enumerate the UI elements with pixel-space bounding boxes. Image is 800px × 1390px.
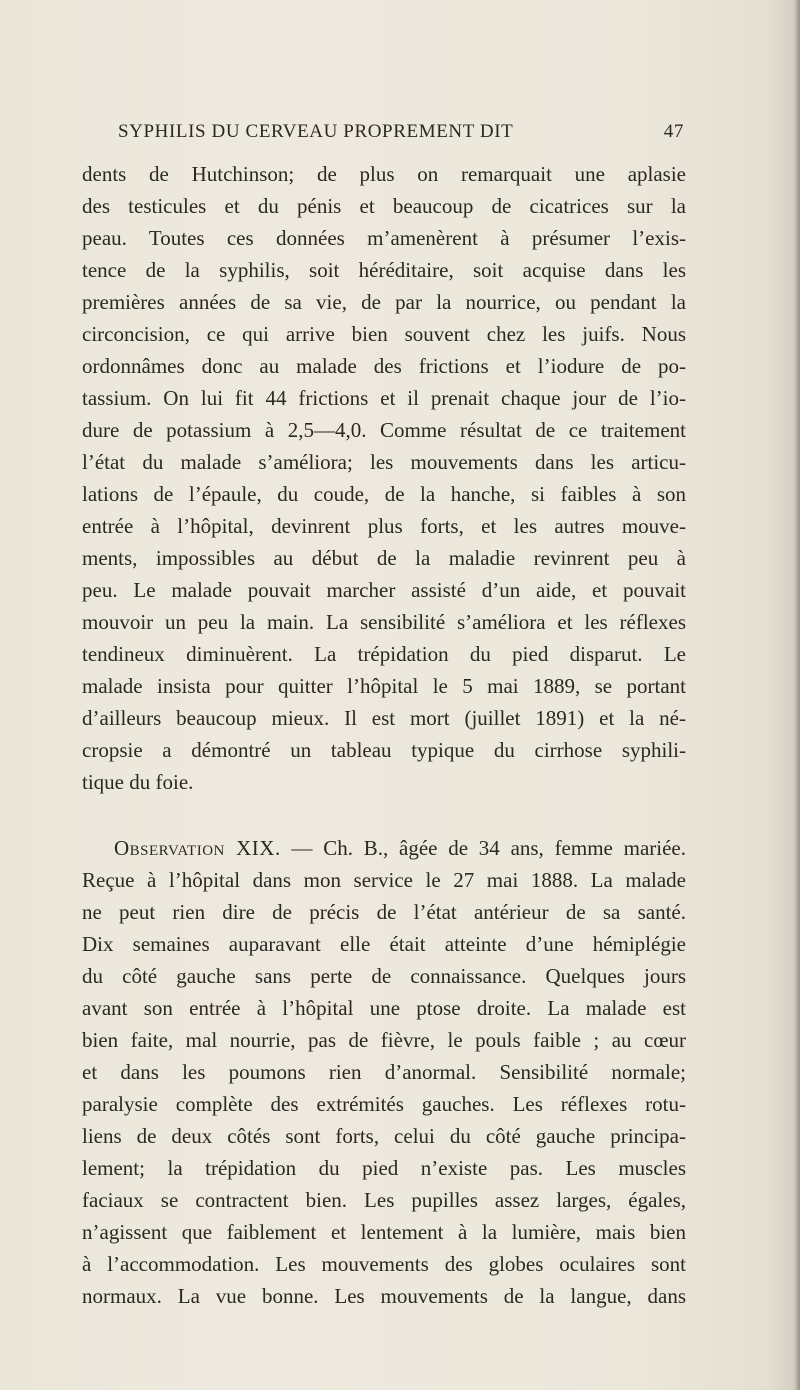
text-line: entrée à l’hôpital, devinrent plus forts, et les autres mouve-	[82, 514, 686, 538]
text-line: cropsie a démontré un tableau typique du cirrhose syphili-	[82, 738, 686, 762]
text-line: d’ailleurs beaucoup mieux. Il est mort (juillet 1891) et la né-	[82, 706, 686, 730]
text-line: dents de Hutchinson; de plus on remarquait une aplasie	[82, 162, 686, 186]
text-line: Reçue à l’hôpital dans mon service le 27 mai 1888. La malade	[82, 868, 686, 892]
text-line: paralysie complète des extrémités gauches. Les réflexes rotu-	[82, 1092, 686, 1116]
text-line: liens de deux côtés sont forts, celui du côté gauche principa-	[82, 1124, 686, 1148]
text-line: bien faite, mal nourrie, pas de fièvre, le pouls faible ; au cœur	[82, 1028, 686, 1052]
text-line: tassium. On lui fit 44 frictions et il prenait chaque jour de l’io-	[82, 386, 686, 410]
text-line: malade insista pour quitter l’hôpital le 5 mai 1889, se portant	[82, 674, 686, 698]
text-line: mouvoir un peu la main. La sensibilité s’améliora et les réflexes	[82, 610, 686, 634]
text-line: faciaux se contractent bien. Les pupilles assez larges, égales,	[82, 1188, 686, 1212]
text-line: du côté gauche sans perte de connaissance. Quelques jours	[82, 964, 686, 988]
text-line: et dans les poumons rien d’anormal. Sensibilité normale;	[82, 1060, 686, 1084]
text-line: lations de l’épaule, du coude, de la hanche, si faibles à son	[82, 482, 686, 506]
observation-label: Observation XIX.	[114, 836, 281, 860]
page-number: 47	[663, 121, 684, 142]
text-line: lement; la trépidation du pied n’existe pas. Les muscles	[82, 1156, 686, 1180]
observation-intro: — Ch. B., âgée de 34 ans, femme mariée.	[291, 836, 686, 860]
text-line: peu. Le malade pouvait marcher assisté d’un aide, et pouvait	[82, 578, 686, 602]
running-head	[118, 118, 684, 146]
text-line: tique du foie.	[82, 770, 194, 794]
text-line: normaux. La vue bonne. Les mouvements de la langue, dans	[82, 1284, 686, 1308]
text-line: à l’accommodation. Les mouvements des globes oculaires sont	[82, 1252, 686, 1276]
text-line: avant son entrée à l’hôpital une ptose droite. La malade est	[82, 996, 686, 1020]
text-line: n’agissent que faiblement et lentement à la lumière, mais bien	[82, 1220, 686, 1244]
page-edge-shadow	[794, 0, 800, 1390]
text-line: ordonnâmes donc au malade des frictions et l’iodure de po-	[82, 354, 686, 378]
text-line: l’état du malade s’améliora; les mouvements dans les articu-	[82, 450, 686, 474]
text-line: circoncision, ce qui arrive bien souvent chez les juifs. Nous	[82, 322, 686, 346]
text-line: tence de la syphilis, soit héréditaire, soit acquise dans les	[82, 258, 686, 282]
text-line: Dix semaines auparavant elle était atteinte d’une hémiplégie	[82, 932, 686, 956]
text-line: des testicules et du pénis et beaucoup de cicatrices sur la	[82, 194, 686, 218]
observation-heading-line	[114, 832, 686, 864]
running-title: SYPHILIS DU CERVEAU PROPREMENT DIT	[118, 121, 514, 142]
text-line: tendineux diminuèrent. La trépidation du pied disparut. Le	[82, 642, 686, 666]
text-line: ne peut rien dire de précis de l’état antérieur de sa santé.	[82, 900, 686, 924]
text-line: premières années de sa vie, de par la nourrice, ou pendant la	[82, 290, 686, 314]
text-line: ments, impossibles au début de la maladie revinrent peu à	[82, 546, 686, 570]
text-line: dure de potassium à 2,5—4,0. Comme résultat de ce traitement	[82, 418, 686, 442]
text-line: peau. Toutes ces données m’amenèrent à présumer l’exis-	[82, 226, 686, 250]
